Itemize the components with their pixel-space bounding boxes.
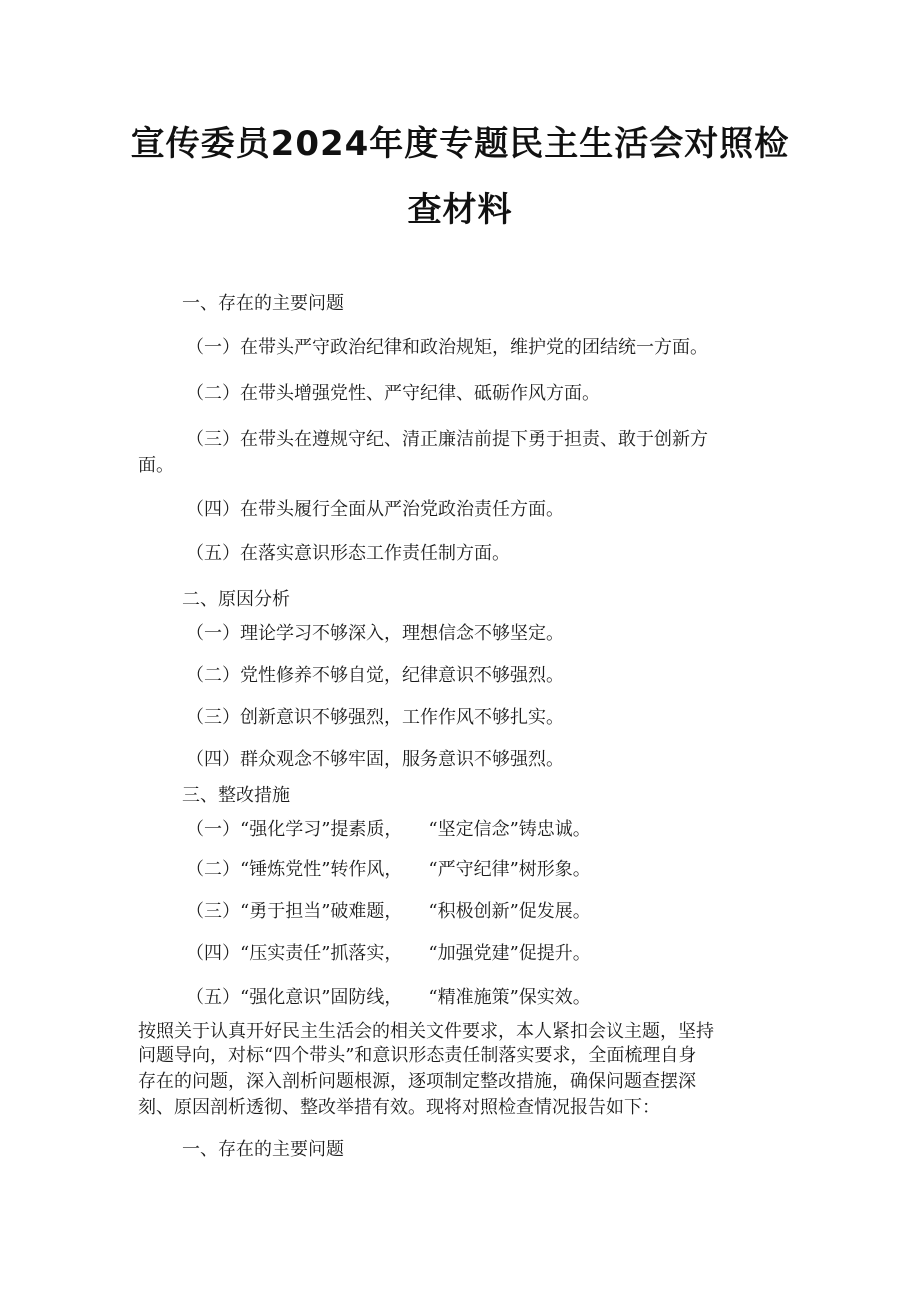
section-3-item-3 [186, 900, 591, 924]
document-title-line-2: 查材料 [407, 190, 513, 230]
section-3-item-4-b: “加强党建”促提升。 [428, 943, 591, 964]
section-3-item-2-a: （二）“锤炼党性”转作风， [186, 859, 403, 880]
document-title-line-1: 宣传委员2024年度专题民主生活会对照检 [130, 124, 790, 164]
intro-line-4: 刻、原因剖析透彻、整改举措有效。现将对照检查情况报告如下： [138, 1097, 660, 1118]
intro-line-3: 存在的问题，深入剖析问题根源，逐项制定整改措施，确保问题查摆深 [138, 1071, 696, 1092]
section-3-item-2-b: “严守纪律”树形象。 [428, 859, 591, 880]
section-3-item-1 [186, 818, 591, 842]
section-1-item-3: （三）在带头在遵规守纪、清正廉洁前提下勇于担责、敢于创新方 [186, 429, 708, 450]
section-2-item-3: （三）创新意识不够强烈，工作作风不够扎实。 [186, 707, 564, 728]
section-3-item-1-a: （一）“强化学习”提素质， [186, 819, 403, 840]
section-1-item-1: （一）在带头严守政治纪律和政治规矩，维护党的团结统一方面。 [186, 337, 708, 358]
section-3-item-5 [186, 986, 591, 1010]
section-2-item-2: （二）党性修养不够自觉，纪律意识不够强烈。 [186, 665, 564, 686]
section-3-item-4 [186, 942, 591, 966]
section-3-item-3-a: （三）“勇于担当”破难题， [186, 901, 403, 922]
section-2-heading: 二、原因分析 [182, 589, 290, 610]
section-1-item-3-cont: 面。 [138, 455, 174, 476]
section-3-item-5-a: （五）“强化意识”固防线， [186, 987, 403, 1008]
section-2-item-1: （一）理论学习不够深入，理想信念不够坚定。 [186, 623, 564, 644]
section-3-item-5-b: “精准施策”保实效。 [428, 987, 591, 1008]
section-1-heading: 一、存在的主要问题 [182, 293, 344, 314]
intro-line-2: 问题导向，对标“四个带头”和意识形态责任制落实要求，全面梳理自身 [138, 1045, 697, 1066]
section-1-item-4: （四）在带头履行全面从严治党政治责任方面。 [186, 499, 564, 520]
section-3-item-2 [186, 858, 591, 882]
intro-line-1: 按照关于认真开好民主生活会的相关文件要求，本人紧扣会议主题，坚持 [138, 1021, 714, 1042]
section-1-item-5: （五）在落实意识形态工作责任制方面。 [186, 543, 510, 564]
section-1-heading-repeat: 一、存在的主要问题 [182, 1139, 344, 1160]
section-3-item-4-a: （四）“压实责任”抓落实， [186, 943, 403, 964]
section-1-item-2: （二）在带头增强党性、严守纪律、砥砺作风方面。 [186, 383, 600, 404]
section-3-heading: 三、整改措施 [182, 785, 290, 806]
section-3-item-1-b: “坚定信念”铸忠诚。 [428, 819, 591, 840]
section-3-item-3-b: “积极创新”促发展。 [428, 901, 591, 922]
section-2-item-4: （四）群众观念不够牢固，服务意识不够强烈。 [186, 749, 564, 770]
